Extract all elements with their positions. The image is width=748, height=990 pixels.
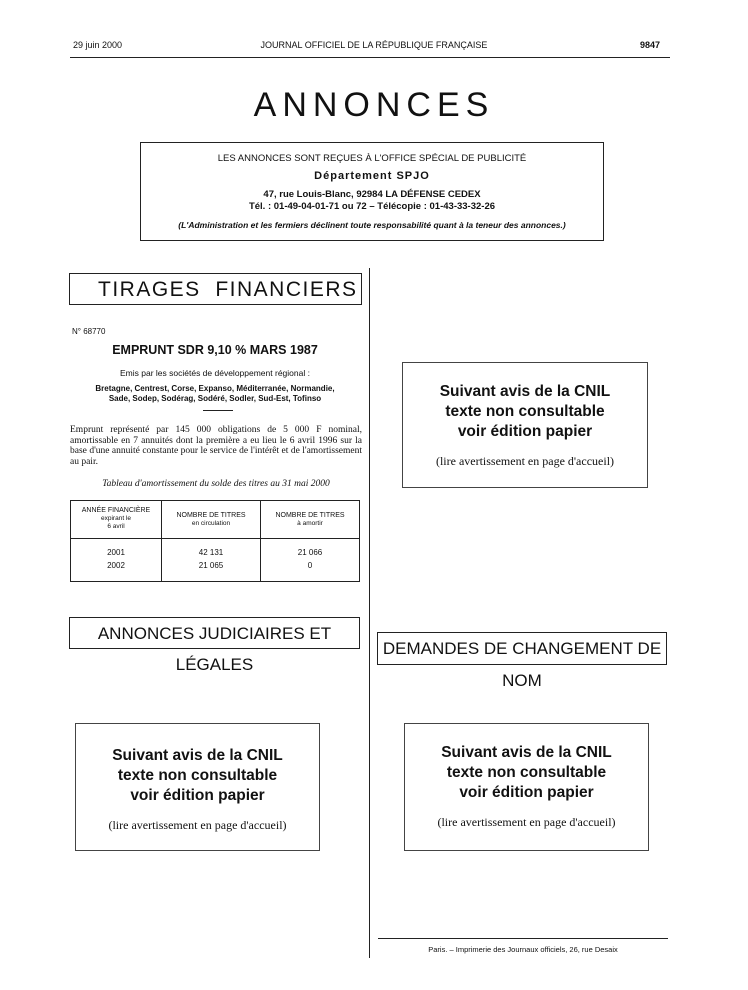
table-header-year bbox=[71, 507, 161, 531]
footer-imprint: Paris. – Imprimerie des Journaux officiels, 26, rue Desaix bbox=[428, 945, 618, 954]
header-date: 29 juin 2000 bbox=[73, 40, 123, 50]
cnil-notice-box bbox=[404, 723, 649, 851]
table-cell: 0 bbox=[307, 561, 313, 570]
article-issuer-intro: Emis par les sociétés de développement régional : bbox=[120, 368, 310, 378]
table-caption: Tableau d'amortissement du solde des titres au 31 mai 2000 bbox=[102, 479, 330, 489]
header-rule bbox=[70, 57, 670, 58]
info-line-address: 47, rue Louis-Blanc, 92984 LA DÉFENSE CEDEX bbox=[263, 189, 481, 200]
section-header-annonces-judiciaires: ANNONCES JUDICIAIRES ET LÉGALES bbox=[69, 617, 360, 649]
companies-line-1: Bretagne, Centrest, Corse, Expanso, Méditerranée, Normandie, bbox=[95, 384, 335, 393]
table-header-circulation bbox=[162, 512, 260, 528]
article-title: EMPRUNT SDR 9,10 % MARS 1987 bbox=[112, 343, 318, 357]
header-text: ANNÉE FINANCIÈRE bbox=[81, 507, 151, 514]
cnil-notice-box bbox=[402, 362, 648, 488]
cnil-note: (lire avertissement en page d'accueil) bbox=[437, 815, 616, 829]
info-box bbox=[140, 142, 604, 241]
cnil-note: (lire avertissement en page d'accueil) bbox=[435, 454, 615, 468]
info-line-office: LES ANNONCES SONT REÇUES À L'OFFICE SPÉCIAL DE PUBLICITÉ bbox=[217, 153, 527, 164]
cnil-notice-box bbox=[75, 723, 320, 851]
section-header-tirages: TIRAGES FINANCIERS bbox=[69, 273, 362, 305]
cnil-line-1: Suivant avis de la CNIL bbox=[441, 744, 612, 761]
cnil-line-2: texte non consultable bbox=[446, 764, 607, 781]
cnil-line-1: Suivant avis de la CNIL bbox=[439, 383, 611, 400]
cnil-line-3: voir édition papier bbox=[457, 423, 593, 440]
header-journal-title: JOURNAL OFFICIEL DE LA RÉPUBLIQUE FRANÇAISE bbox=[260, 40, 488, 50]
header-subtext: expirant le bbox=[101, 515, 131, 522]
header-subtext: en circulation bbox=[191, 520, 231, 527]
companies-line-2: Sade, Sodep, Sodérag, Sodéré, Sodler, Sud-Est, Tofinso bbox=[108, 394, 322, 403]
table-cell: 21 066 bbox=[297, 548, 323, 557]
info-line-disclaimer: (L'Administration et les fermiers déclinent toute responsabilité quant à la teneur des annonces.) bbox=[178, 220, 566, 230]
section-header-demandes: DEMANDES DE CHANGEMENT DE NOM bbox=[377, 632, 667, 665]
article-companies bbox=[70, 384, 360, 404]
table-header-rule bbox=[71, 538, 359, 539]
header-text: NOMBRE DE TITRES bbox=[275, 512, 345, 519]
amortization-table bbox=[70, 500, 360, 582]
table-cell: 2001 bbox=[107, 548, 125, 557]
header-subtext: 6 avril bbox=[107, 523, 125, 530]
header-text: NOMBRE DE TITRES bbox=[176, 512, 246, 519]
cnil-line-3: voir édition papier bbox=[130, 787, 265, 804]
cnil-line-1: Suivant avis de la CNIL bbox=[112, 747, 283, 764]
table-header-amortize bbox=[261, 512, 359, 528]
page-title: ANNONCES bbox=[253, 86, 495, 124]
article-number: N° 68770 bbox=[72, 327, 106, 336]
table-cell: 2002 bbox=[107, 561, 125, 570]
info-line-department: Département SPJO bbox=[314, 170, 430, 182]
table-column-amortize bbox=[261, 501, 359, 581]
header-page-number: 9847 bbox=[640, 40, 661, 50]
table-cell: 21 065 bbox=[198, 561, 224, 570]
cnil-line-2: texte non consultable bbox=[445, 403, 605, 420]
cnil-note: (lire avertissement en page d'accueil) bbox=[108, 818, 287, 832]
cnil-line-2: texte non consultable bbox=[117, 767, 278, 784]
cnil-line-3: voir édition papier bbox=[459, 784, 594, 801]
footer-rule bbox=[378, 938, 668, 939]
table-column-year bbox=[71, 501, 162, 581]
article-rule bbox=[203, 410, 233, 411]
table-cell: 42 131 bbox=[198, 548, 224, 557]
column-divider bbox=[369, 268, 370, 958]
article-body: Emprunt représenté par 145 000 obligations de 5 000 F nominal, amortissable en 7 annuités dont la première a eu lieu le 6 avril 1996 sur la base d'une annuité constante pour le service de l'intérêt et de l'amortissement au pair. bbox=[70, 425, 362, 467]
info-line-phone: Tél. : 01-49-04-01-71 ou 72 – Télécopie : 01-43-33-32-26 bbox=[248, 201, 496, 212]
header-subtext: à amortir bbox=[297, 520, 323, 527]
table-column-circulation bbox=[162, 501, 261, 581]
